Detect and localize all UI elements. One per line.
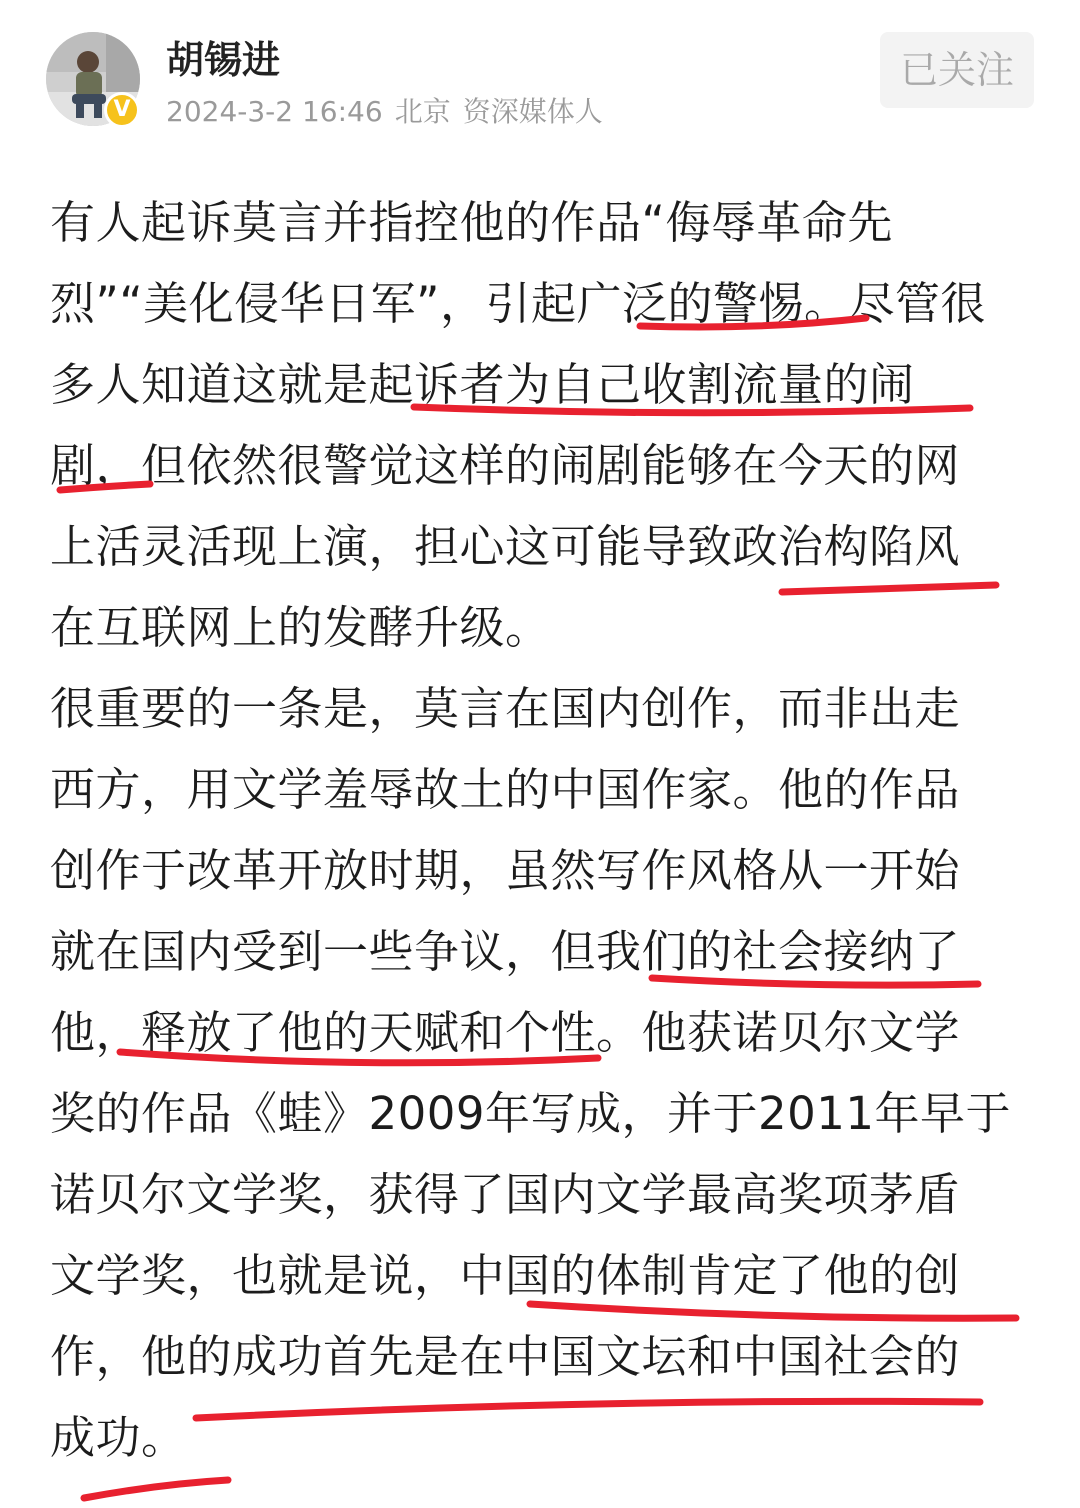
author-title: 资深媒体人: [462, 95, 603, 128]
body-line: 成功。: [50, 1411, 187, 1464]
body-line: 诺贝尔文学奖，获得了国内文学最高奖项茅盾: [50, 1168, 961, 1221]
post-datetime: 2024-3-2 16:46: [166, 95, 383, 128]
author-name[interactable]: 胡锡进: [166, 38, 281, 82]
ink-underline-9: [84, 1480, 228, 1498]
body-line: 作，他的成功首先是在中国文坛和中国社会的: [50, 1330, 961, 1383]
body-line: 有人起诉莫言并指控他的作品“侮辱革命先: [50, 196, 893, 249]
post-header: [0, 0, 1080, 150]
verified-v-icon: V: [104, 92, 140, 128]
body-line: 很重要的一条是，莫言在国内创作，而非出走: [50, 682, 961, 735]
follow-button[interactable]: 已关注: [880, 32, 1034, 108]
body-line: 他，释放了他的天赋和个性。他获诺贝尔文学: [50, 1006, 961, 1059]
body-line: 奖的作品《蛙》2009年写成，并于2011年早于: [50, 1087, 1012, 1140]
post-meta: [166, 92, 615, 132]
body-line: 西方，用文学羞辱故土的中国作家。他的作品: [50, 763, 961, 816]
body-line: 剧，但依然很警觉这样的闹剧能够在今天的网: [50, 439, 961, 492]
body-line: 烈”“美化侵华日军”，引起广泛的警惕。尽管很: [50, 277, 986, 330]
body-line: 文学奖，也就是说，中国的体制肯定了他的创: [50, 1249, 961, 1302]
ink-underline-7: [530, 1304, 1016, 1318]
body-line: 上活灵活现上演，担心这可能导致政治构陷风: [50, 520, 961, 573]
body-line: 就在国内受到一些争议，但我们的社会接纳了: [50, 925, 961, 978]
ink-underline-4: [782, 585, 996, 592]
post-location: 北京: [394, 95, 451, 128]
body-line: 创作于改革开放时期，虽然写作风格从一开始: [50, 844, 961, 897]
body-line: 多人知道这就是起诉者为自己收割流量的闹: [50, 358, 915, 411]
ink-underline-8: [196, 1401, 980, 1418]
body-line: 在互联网上的发酵升级。: [50, 601, 551, 654]
